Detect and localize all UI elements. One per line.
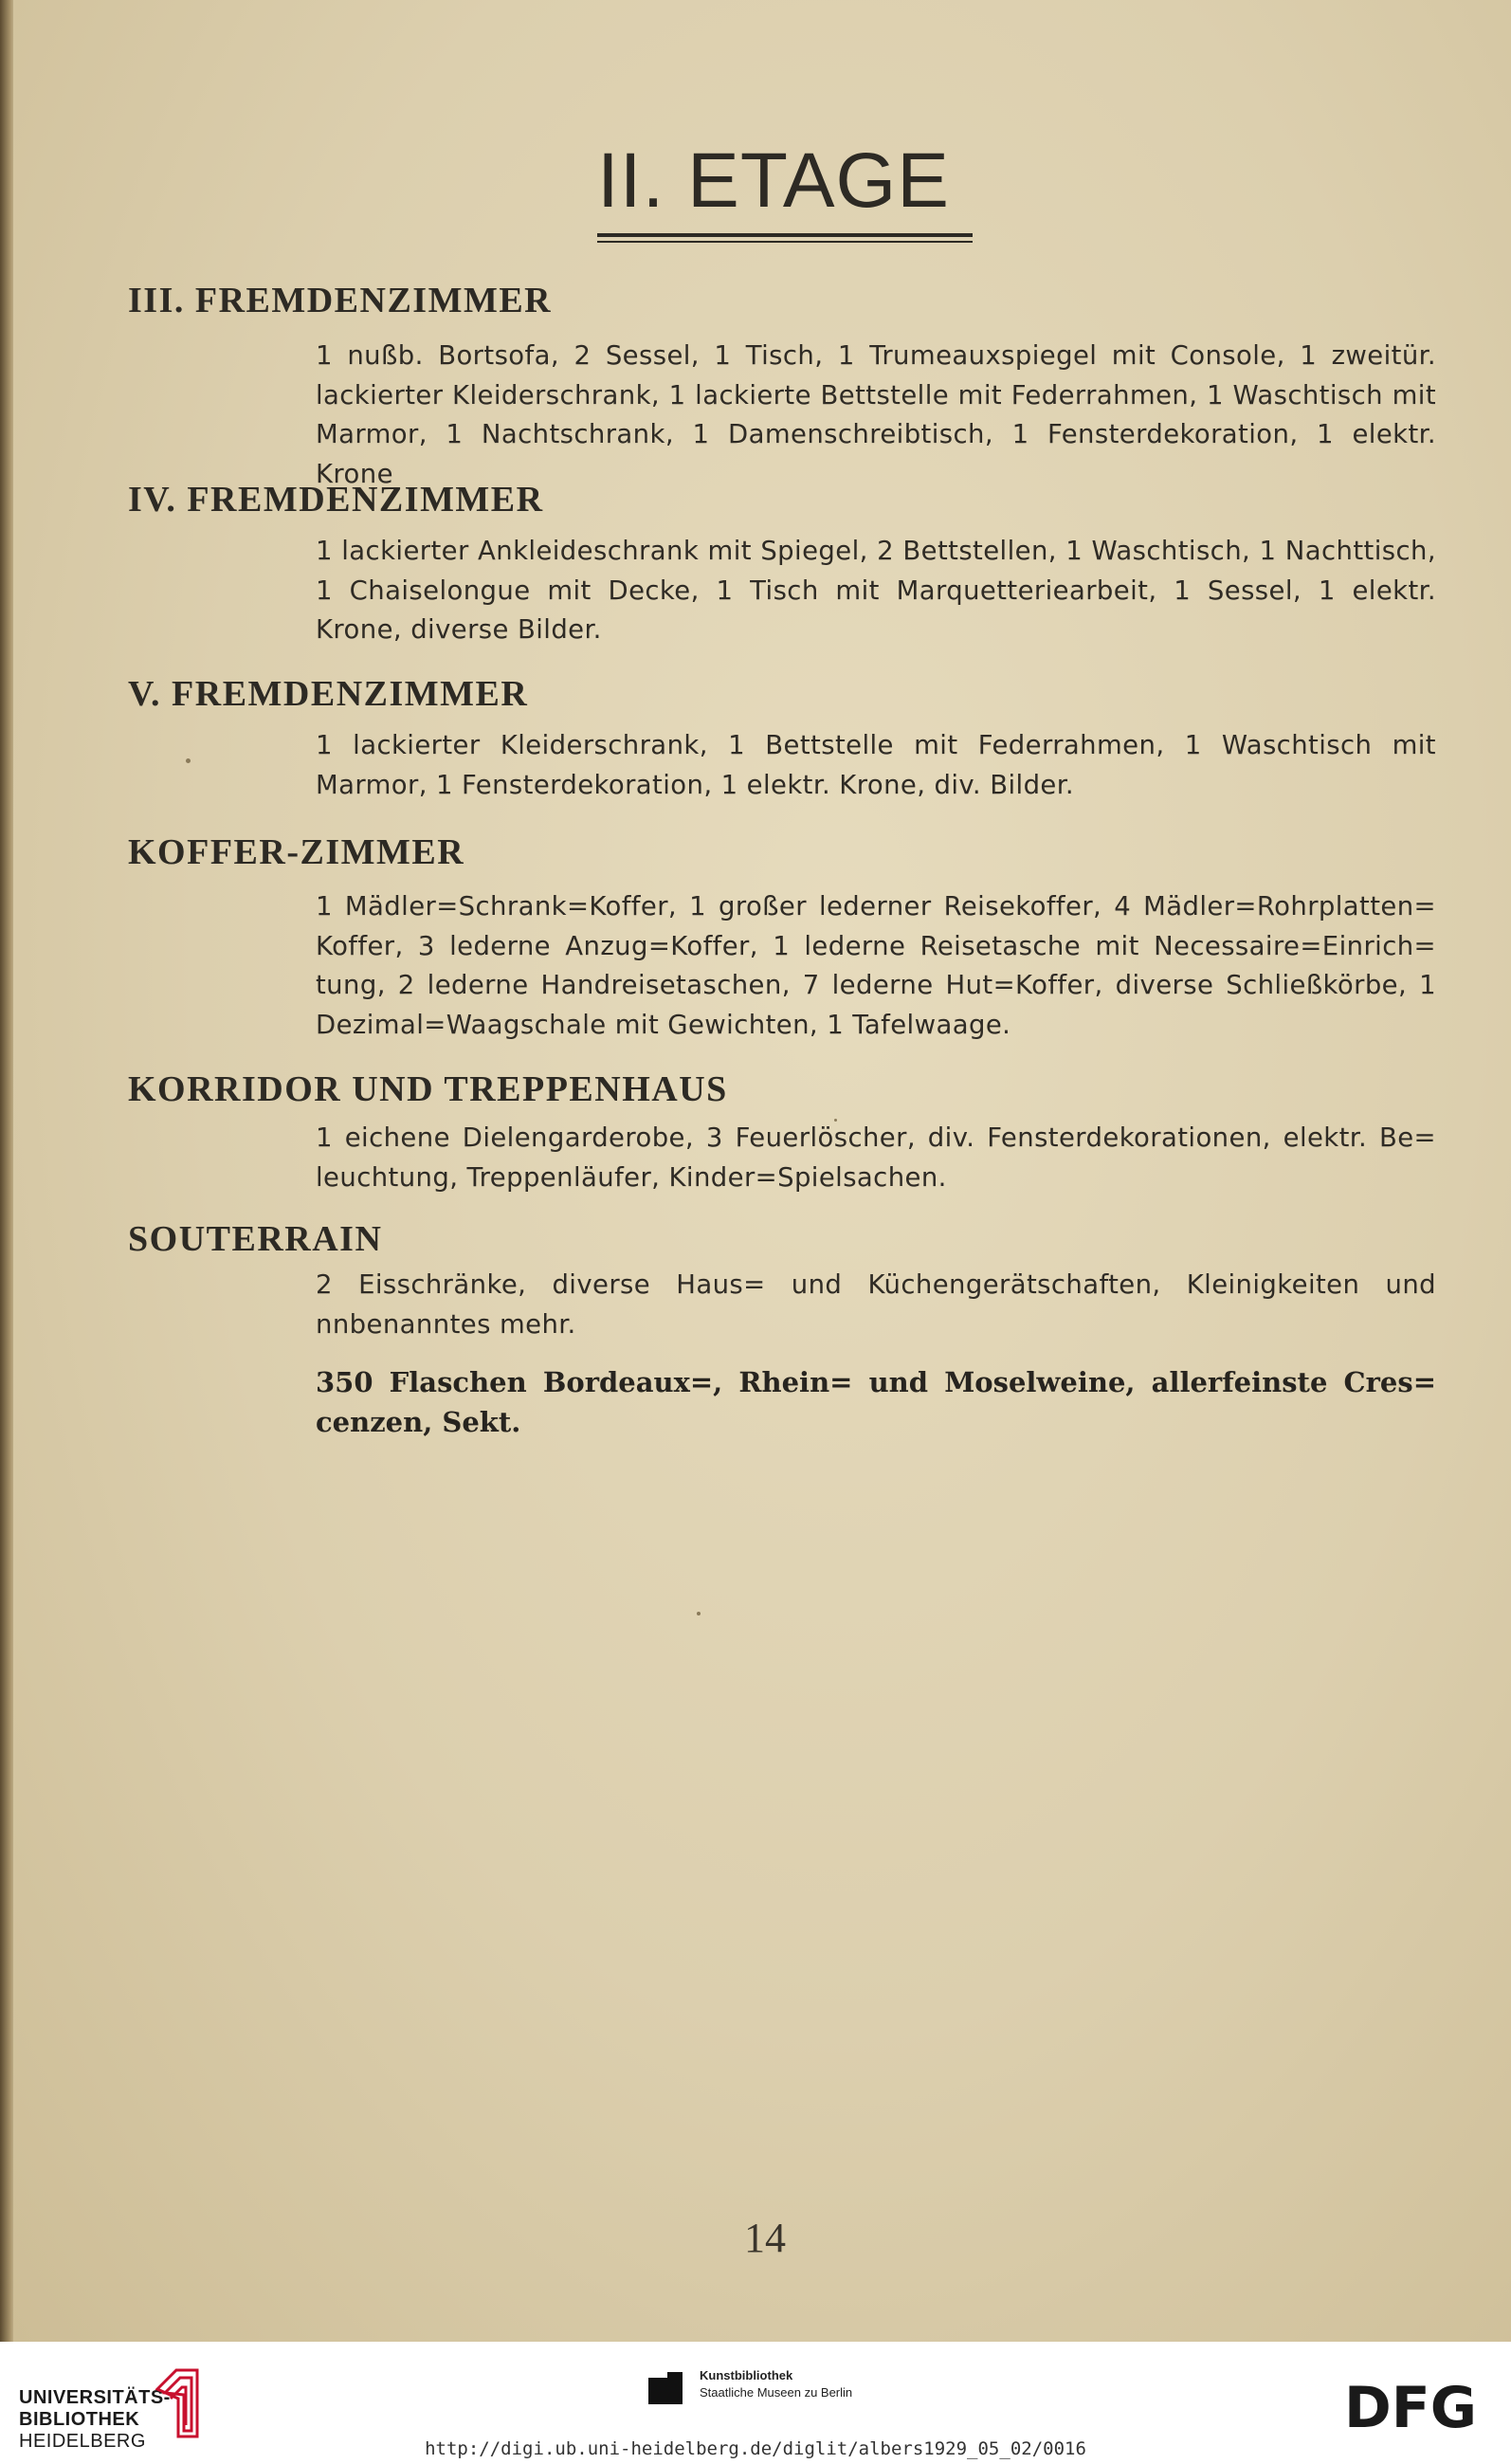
section-heading: V. FREMDENZIMMER	[128, 674, 529, 714]
section-heading: KORRIDOR UND TREPPENHAUS	[128, 1069, 728, 1109]
section-heading-souterrain	[128, 1221, 1455, 1257]
library-line-1: UNIVERSITÄTS-	[19, 2387, 171, 2408]
section-heading: KOFFER-ZIMMER	[128, 832, 465, 872]
dfg-logo-icon	[1344, 2380, 1486, 2433]
library-line-2: BIBLIOTHEK	[19, 2409, 140, 2430]
section-heading-3	[128, 283, 1455, 319]
section-text-5: 1 lackierter Kleiderschrank, 1 Bettstelle mit Federrahmen, 1 Waschtisch mit Marmor, 1 Fensterdekoration, 1 elektr. Krone, div. Bilder.	[316, 730, 1436, 800]
title-rule-bottom	[597, 241, 973, 243]
page-title: II. ETAGE	[597, 137, 950, 224]
section-heading: SOUTERRAIN	[128, 1219, 383, 1259]
section-heading: IV. FREMDENZIMMER	[128, 480, 544, 520]
section-text-4: 1 lackierter Ankleideschrank mit Spiegel, 2 Bettstellen, 1 Waschtisch, 1 Nachttisch, 1 Chaiselongue mit Decke, 1 Tisch mit Marquetteriearbeit, 1 Sessel, 1 elektr. Krone, diverse Bilder.	[316, 536, 1436, 645]
section-heading-korridor	[128, 1071, 1455, 1107]
section-heading-5	[128, 676, 1455, 712]
section-text-korridor: 1 eichene Dielengarderobe, 3 Feuerlöscher, div. Fensterdekorationen, elektr. Be= leuchtung, Treppenläufer, Kinder=Spielsachen.	[316, 1122, 1436, 1193]
kb-subtitle: Staatliche Museen zu Berlin	[700, 2385, 853, 2400]
section-text-souterrain: 2 Eisschränke, diverse Haus= und Küchengerätschaften, Kleinigkeiten und nnbenanntes mehr.	[316, 1269, 1436, 1340]
section-text-3: 1 nußb. Bortsofa, 2 Sessel, 1 Tisch, 1 Trumeauxspiegel mit Console, 1 zweitür. lackierter Kleiderschrank, 1 lackierte Bettstelle mit Federrahmen, 1 Waschtisch mit Marmor, 1 Nachtschrank, 1 Damenschreibtisch, 1 Fensterdekoration, 1 elektr. Krone	[316, 340, 1436, 489]
footer-bar	[0, 2342, 1511, 2464]
library-line-3: HEIDELBERG	[19, 2431, 146, 2452]
source-url[interactable]: http://digi.ub.uni-heidelberg.de/diglit/albers1929_05_02/0016	[425, 2438, 1086, 2459]
section-heading-4	[128, 482, 1455, 518]
paper-speck	[697, 1612, 701, 1615]
kb-name: Kunstbibliothek	[700, 2368, 793, 2382]
section-text-koffer: 1 Mädler=Schrank=Koffer, 1 großer lederner Reisekoffer, 4 Mädler=Rohrplatten= Koffer, 3 lederne Anzug=Koffer, 1 lederne Reisetasche mit Necessaire=Einrich= tung, 2 lederne Handreisetaschen, 7 lederne Hut=Koffer, diverse Schließkörbe, 1 Dezimal=Waagschale mit Gewichten, 1 Tafelwaage.	[316, 891, 1436, 1040]
kunstbibliothek-label	[700, 2367, 852, 2401]
section-heading-koffer	[128, 834, 1455, 870]
dfg-logo-text: DFG	[1344, 2380, 1478, 2433]
paper-speck	[186, 758, 191, 763]
ub-heidelberg-logo-icon	[150, 2361, 209, 2446]
title-rule-top	[597, 233, 973, 237]
wine-note: 350 Flaschen Bordeaux=, Rhein= und Moselweine, allerfeinste Cres= cenzen, Sekt.	[316, 1366, 1436, 1438]
kunstbibliothek-logo-icon	[645, 2368, 686, 2408]
page-number: 14	[744, 2215, 786, 2261]
section-heading: III. FREMDENZIMMER	[128, 281, 553, 320]
